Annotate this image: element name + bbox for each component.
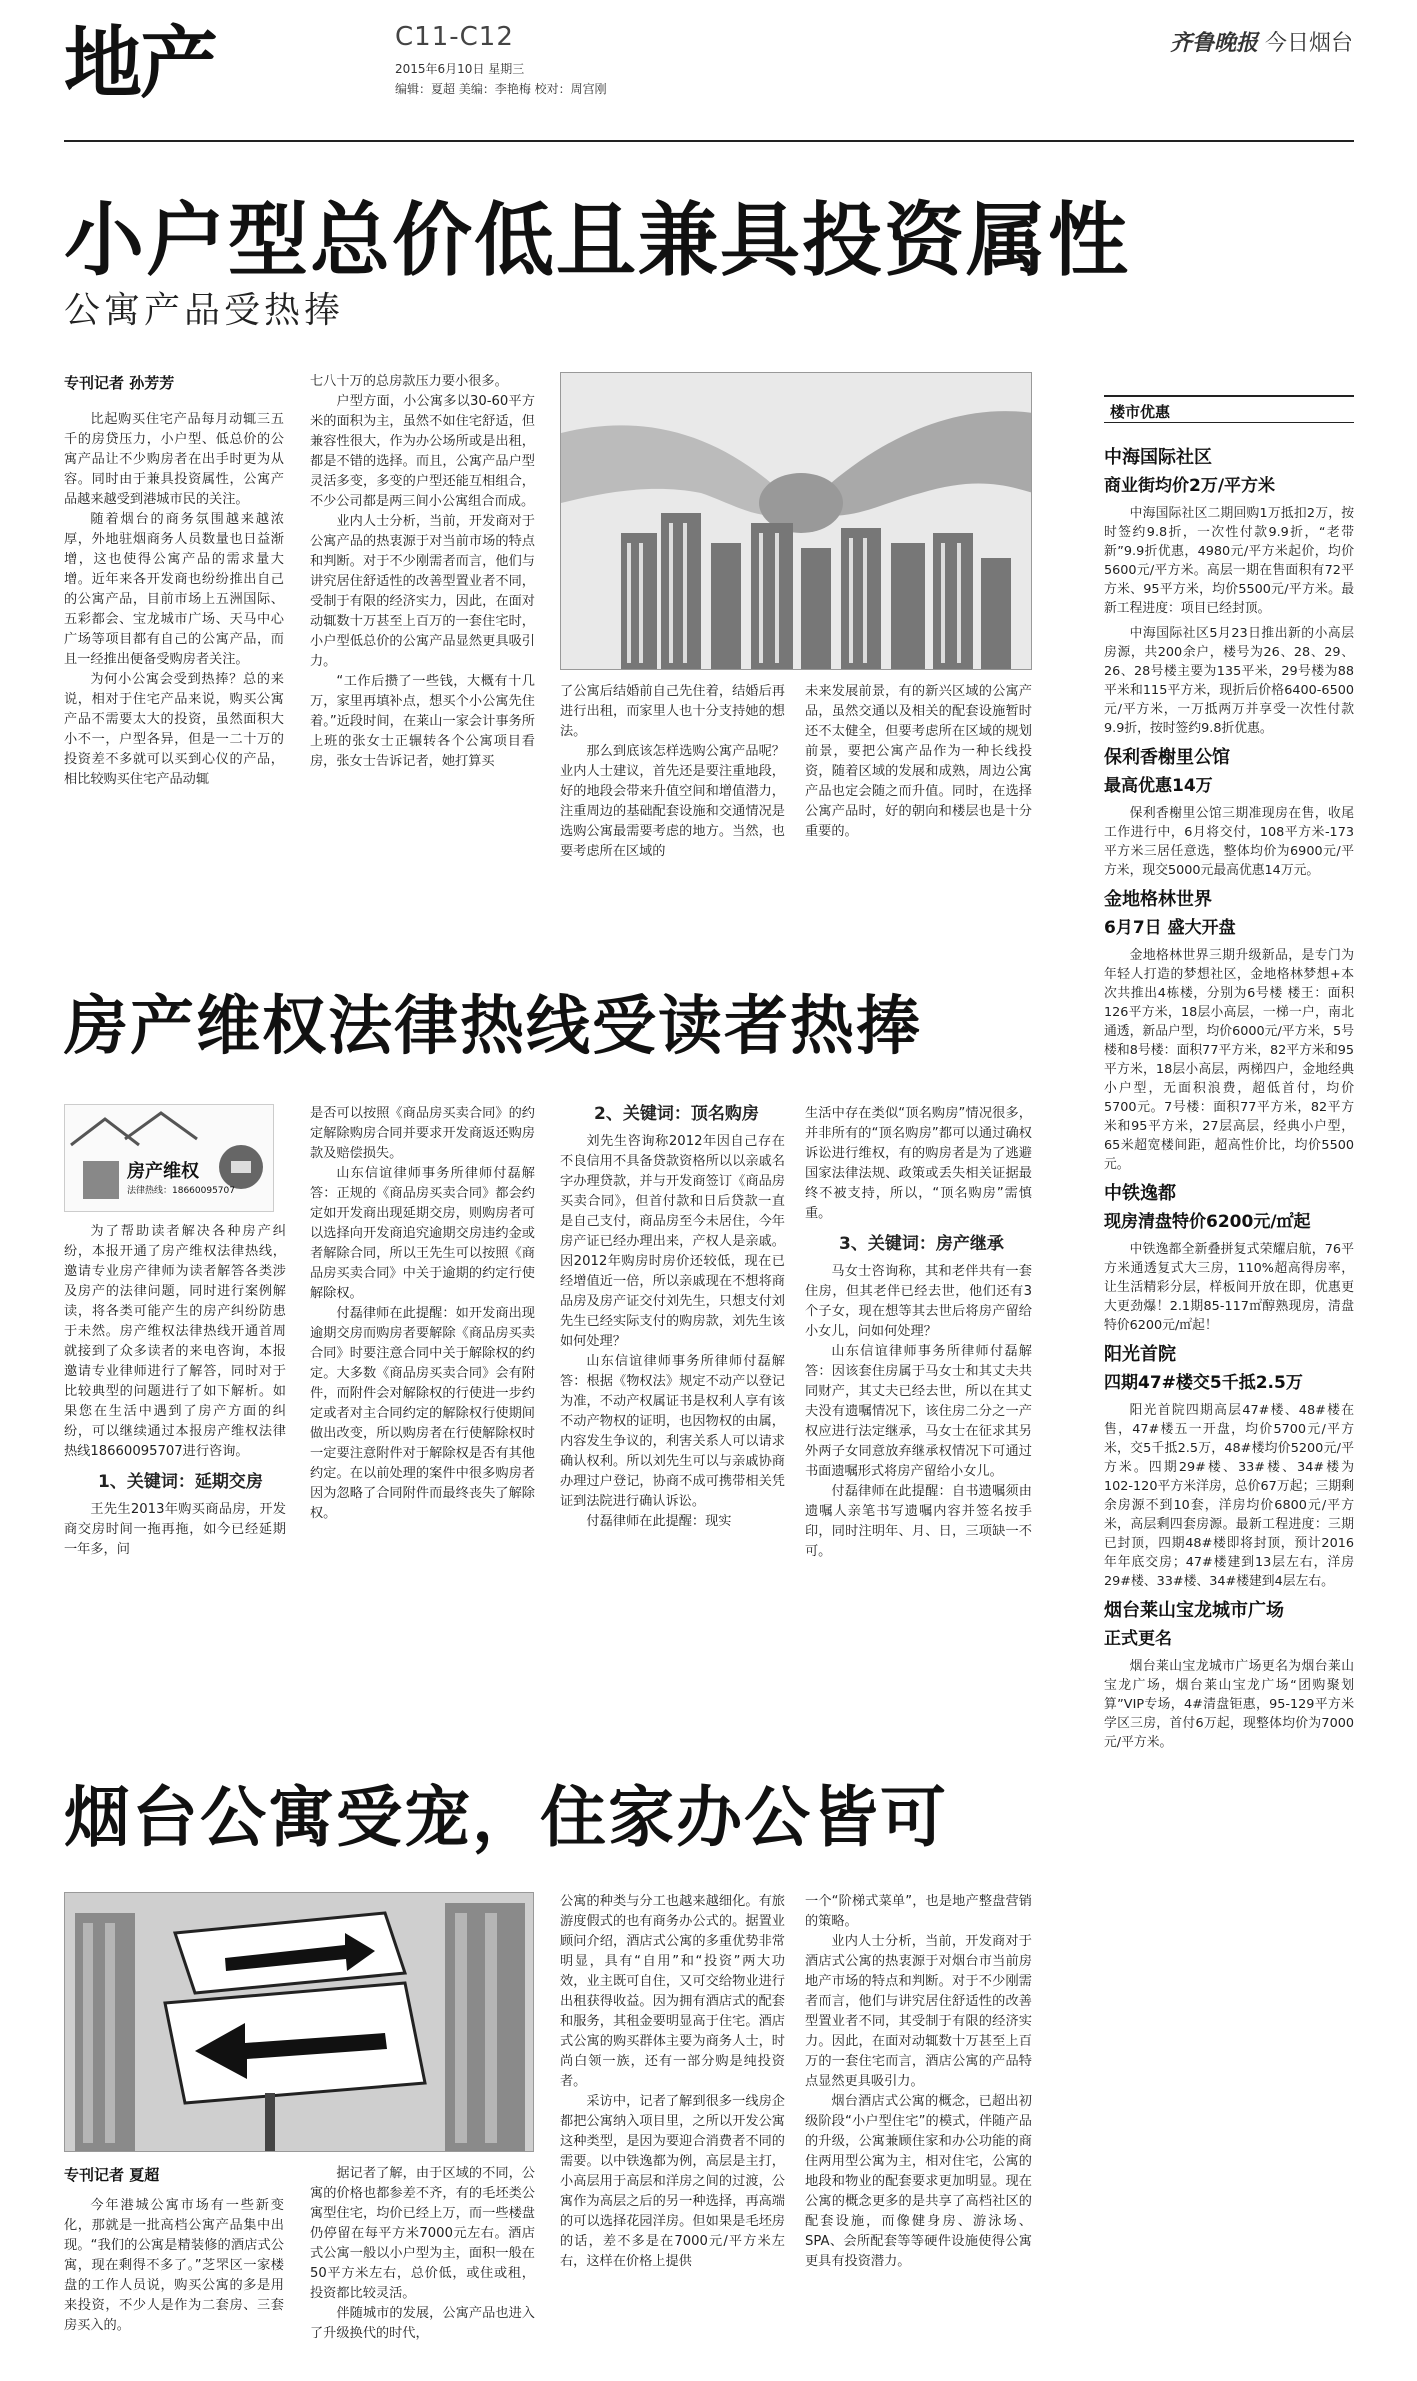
article3-col4 (805, 1892, 1032, 2371)
sidebar-item-title: 中海国际社区 (1104, 447, 1212, 468)
paragraph: 户型方面，小公寓多以30-60平方米的面积为主，虽然不如住宅舒适，但兼容性很大，作为办公场所或是出租，都是不错的选择。而且，公寓产品户型灵活多变，多变的户型还能互相组合，不少公司都是两三间小公寓组合而成。 (310, 394, 535, 509)
logo-hotline: 法律热线：18660095707 (127, 1186, 235, 1196)
article2-col4 (805, 1104, 1032, 1724)
paragraph: 据记者了解，由于区域的不同，公寓的价格也都参差不齐，有的毛坯类公寓型住宅，均价已经上万，而一些楼盘仍停留在每平方米7000元左右。酒店式公寓一般以小户型为主，面积一般在50平方米左右，总价低，或住或租，投资都比较灵活。 (310, 2166, 535, 2301)
sidebar-item-sub: 四期47#楼交5千抵2.5万 (1104, 1373, 1303, 1393)
paragraph: 付磊律师在此提醒：如开发商出现逾期交房而购房者要解除《商品房买卖合同》时要注意合同中关于解除权的约定。大多数《商品房买卖合同》会有附件，而附件会对解除权的行使进一步约定或者对主合同约定的解除权行使期间做出改变，所以购房者在行使解除权时一定要注意附件对于解除权是否有其他约定。在以前处理的案件中很多购房者因为忽略了合同附件而最终丧失了解除权。 (310, 1306, 535, 1521)
article1-photo (560, 372, 1032, 670)
paragraph: 采访中，记者了解到很多一线房企都把公寓纳入项目里，之所以开发公寓这种类型，是因为要迎合消费者不同的需要。以中铁逸都为例，高层是主打，小高层用于高层和洋房之间的过渡，公寓作为高层之后的另一种选择，再高端的可以选择花园洋房。但如果是毛坯房的话，差不多是在7000元/平方米左右，这样在价格上提供 (560, 2094, 785, 2269)
paragraph: 是否可以按照《商品房买卖合同》的约定解除购房合同并要求开发商返还购房款及赔偿损失。 (310, 1106, 535, 1161)
sidebar-item (1104, 444, 1354, 738)
direction-signs-illustration (65, 1893, 534, 2152)
article3-col1 (64, 2196, 284, 2371)
paragraph: 业内人士分析，当前，开发商对于公寓产品的热衷源于对当前市场的特点和判断。对于不少刚需者而言，他们与讲究居住舒适性的改善型置业者不同，受制于有限的经济实力，因此，在面对动辄数十万甚至上百万的一套住宅时，小户型低总价的公寓产品显然更具吸引力。 (310, 514, 535, 669)
article1-col1 (64, 410, 284, 900)
paragraph: 业内人士分析，当前，开发商对于酒店式公寓的热衷源于对烟台市当前房地产市场的特点和判断。对于不少刚需者而言，他们与讲究居住舒适性的改善型置业者不同，其受制于有限的经济实力。因此，在面对动辄数十万甚至上百万的一套住宅而言，酒店公寓的产品特点显然更具吸引力。 (805, 1934, 1032, 2089)
sidebar-item-body: 阳光首院四期高层47#楼、48#楼在售，47#楼五一开盘，均价5700元/平方米，交5千抵2.5万，48#楼均价5200元/平方米。四期29#楼、33#楼、34#楼为102-120平方米洋房，总价67万起；三期剩余房源不到10套，洋房均价6800元/平方米，高层剩四套房源。最新工程进度：三期已封顶，四期48#楼即将封顶，预计2016年年底交房；47#楼建到13层左右，洋房29#楼、33#楼、34#楼建到4层左右。 (1104, 1403, 1354, 1589)
sidebar-item-title: 烟台莱山宝龙城市广场 (1104, 1600, 1284, 1621)
sidebar-item-title: 中铁逸都 (1104, 1183, 1176, 1204)
issue-date: 2015年6月10日 星期三 (395, 62, 525, 76)
paragraph: 山东信谊律师事务所律师付磊解答：根据《物权法》规定不动产以登记为准，不动产权属证书是权利人享有该不动产物权的证明，也因物权的由属，内容发生争议的，利害关系人可以请求确认权利。所以刘先生可以与亲戚协商办理过户登记，协商不成可携带相关凭证到法院进行确认诉讼。 (560, 1354, 785, 1509)
sidebar-item-title: 金地格林世界 (1104, 889, 1212, 910)
article3-byline: 专刊记者 夏超 (64, 2166, 160, 2184)
paragraph: 那么到底该怎样选购公寓产品呢？业内人士建议，首先还是要注重地段，好的地段会带来升值空间和增值潜力，注重周边的基础配套设施和交通情况是选购公寓最需要考虑的地方。当然，也要考虑所在区域的 (560, 744, 785, 859)
sidebar-item (1104, 744, 1354, 880)
masthead-rule (64, 140, 1354, 142)
sidebar-item-title: 保利香榭里公馆 (1104, 747, 1230, 768)
article1-headline: 小户型总价低且兼具投资属性 (64, 194, 1130, 287)
hands-buildings-illustration (561, 373, 1032, 670)
paragraph: 伴随城市的发展，公寓产品也进入了升级换代的时代， (310, 2306, 535, 2341)
paragraph: 烟台酒店式公寓的概念，已超出初级阶段“小户型住宅”的模式，伴随产品的升级，公寓兼顾住家和办公功能的商住两用型公寓为主，相对住宅，公寓的地段和物业的配套要求更加明显。现在公寓的概念更多的是共享了高档社区的配套设施，而像健身房、游泳场、SPA、会所配套等等硬件设施使得公寓更具有投资潜力。 (805, 2094, 1032, 2269)
sidebar-item-body: 中铁逸都全新叠拼复式荣耀启航，76平方米通透复式大三房，110%超高得房率，让生活精彩分层，样板间开放在即，优惠更大更劲爆！2.1期85-117㎡醇熟现房，清盘特价6200元/㎡起！ (1104, 1242, 1354, 1333)
sidebar-item-body: 中海国际社区二期回购1万抵扣2万，按时签约9.8折，一次性付款9.9折，“老带新”9.9折优惠，4980元/平方米起价，均价5600元/平方米。高层一期在售面积有72平方米、95平方米，均价5500元/平方米。最新工程进度：项目已经封顶。 (1104, 506, 1354, 616)
subhead-inheritance: 3、关键词：房产继承 (839, 1234, 1004, 1254)
paragraph: 王先生2013年购买商品房，开发商交房时间一拖再拖，如今已经延期一年多，问 (64, 1502, 286, 1557)
sidebar-item-sub: 正式更名 (1104, 1629, 1172, 1649)
paragraph: 山东信谊律师事务所律师付磊解答：因该套住房属于马女士和其丈夫共同财产，其丈夫已经去世，所以在其丈夫没有遗嘱情况下，该住房二分之一产权应进行法定继承，马女士在征求其另外两子女同意放弃继承权情况下可通过书面遗嘱形式将房产留给小女儿。 (805, 1344, 1032, 1479)
sidebar-item-body: 金地格林世界三期升级新品，是专门为年轻人打造的梦想社区，金地格林梦想+本次共推出4栋楼，分别为6号楼 楼王：面积126平方米，18层小高层，一梯一户，南北通透，新品户型，均价6000元/平方米，5号楼和8号楼：面积77平方米，82平方米和95平方米，18层小高层，两梯四户，金地经典小户型，无面积浪费，超低首付，均价5700元。7号楼：面积77平方米，82平方米和95平方米，27层高层，经典小户型，65米超宽楼间距，超高性价比，均价5500元。 (1104, 948, 1354, 1172)
article2-col3 (560, 1104, 785, 1724)
legal-hotline-logo (64, 1104, 274, 1212)
edition-name: 今日烟台 (1264, 31, 1353, 56)
page-numbers: C11-C12 (395, 22, 514, 52)
sidebar-item-body: 中海国际社区5月23日推出新的小高层房源，共200余户，楼号为26、28、29、26、28号楼主要为135平米，29号楼为88平米和115平方米，现折后价格6400-6500元/平方米，一万抵两万并享受一次性付款9.9折，按时签约9.8折优惠。 (1104, 626, 1354, 736)
sidebar-header: 楼市优惠 (1104, 395, 1354, 423)
sidebar-item-body: 烟台莱山宝龙城市广场更名为烟台莱山宝龙广场，烟台莱山宝龙广场“团购聚划算”VIP专场，4#清盘钜惠，95-129平方米学区三房，首付6万起，现整体均价为7000元/平方米。 (1104, 1659, 1354, 1750)
sidebar-item (1104, 1341, 1354, 1591)
sidebar-item-sub: 6月7日 盛大开盘 (1104, 918, 1236, 938)
article2-col1 (64, 1222, 286, 1722)
paragraph: 为了帮助读者解决各种房产纠纷，本报开通了房产维权法律热线，邀请专业房产律师为读者解答各类涉及房产的法律问题，同时进行案例解读，将各类可能产生的房产纠纷防患于未然。房产维权法律热线开通首周就接到了众多读者的来电咨询，本报邀请专业律师进行了解答，同时对于比较典型的问题进行了如下解析。如果您在生活中遇到了房产方面的纠纷，可以继续通过本报房产维权法律热线18660095707进行咨询。 (64, 1224, 286, 1459)
paragraph: 马女士咨询称，其和老伴共有一套住房，但其老伴已经去世，他们还有3个子女，现在想等其去世后将房产留给小女儿，问如何处理？ (805, 1264, 1032, 1339)
article1-byline: 专刊记者 孙芳芳 (64, 374, 175, 392)
sidebar-item-sub: 现房清盘特价6200元/㎡起 (1104, 1212, 1311, 1232)
paragraph: 今年港城公寓市场有一些新变化，那就是一批高档公寓产品集中出现。“我们的公寓是精装修的酒店式公寓，现在剩得不多了。”芝罘区一家楼盘的工作人员说，购买公寓的多是用来投资，不少人是作为二套房、三套房买入的。 (64, 2198, 284, 2333)
paper-name (1170, 26, 1353, 57)
article3-col3 (560, 1892, 785, 2371)
paragraph: 付磊律师在此提醒：现实 (586, 1514, 732, 1529)
paragraph: “工作后攒了一些钱，大概有十几万，家里再填补点，想买个小公寓先住着。”近段时间，在莱山一家会计事务所上班的张女士正辗转各个公寓项目看房，张女士告诉记者，她打算买 (310, 674, 535, 769)
article3-headline: 烟台公寓受宠，住家办公皆可 (64, 1779, 948, 1856)
sidebar-item-body: 保利香榭里公馆三期准现房在售，收尾工作进行中，6月将交付，108平方米-173平方米三居任意选，整体均价为6900元/平方米，现交5000元最高优惠14万元。 (1104, 806, 1354, 878)
article1-col4 (805, 682, 1032, 902)
section-logo (64, 14, 319, 114)
section-title: 地产 (64, 18, 217, 109)
subhead-delay: 1、关键词：延期交房 (98, 1472, 263, 1492)
paragraph: 一个“阶梯式菜单”，也是地产整盘营销的策略。 (805, 1894, 1032, 1929)
article2-headline: 房产维权法律热线受读者热捧 (64, 990, 922, 1064)
paragraph: 了公寓后结婚前自己先住着，结婚后再进行出租，而家里人也十分支持她的想法。 (560, 684, 785, 739)
logo-title: 房产维权 (127, 1161, 199, 1182)
sidebar-item (1104, 1180, 1354, 1335)
paragraph: 山东信谊律师事务所律师付磊解答：正规的《商品房买卖合同》都会约定如开发商出现延期交房，则购房者可以选择向开发商追究逾期交房违约金或者解除合同，所以王先生可以按照《商品房买卖合同》中关于逾期的约定行使解除权。 (310, 1166, 535, 1301)
paragraph: 七八十万的总房款压力要小很多。 (310, 374, 508, 389)
article1-subheadline: 公寓产品受热捧 (64, 290, 345, 331)
article3-col2 (310, 2164, 535, 2371)
paragraph: 随着烟台的商务氛围越来越浓厚，外地驻烟商务人员数量也日益渐增，这也使得公寓产品的需求量大增。近年来各开发商也纷纷推出自己的公寓产品，目前市场上五洲国际、五彩都会、宝龙城市广场、天马中心广场等项目都有自己的公寓产品，而且一经推出便备受购房者关注。 (64, 512, 284, 667)
article2-col2 (310, 1104, 535, 1724)
paragraph: 刘先生咨询称2012年因自己存在不良信用不具备贷款资格所以以亲戚名字办理贷款，并与开发商签订《商品房买卖合同》，但首付款和日后贷款一直是自己支付，商品房至今未居住，今年房产证已经办理出来，产权人是亲戚。因2012年购房时房价还较低，现在已经增值近一倍，所以亲戚现在不想将商品房及房产证交付刘先生，只想支付刘先生已经实际支付的购房款，刘先生该如何处理？ (560, 1134, 785, 1349)
article3-photo (64, 1892, 534, 2152)
paragraph: 付磊律师在此提醒：自书遗嘱须由遗嘱人亲笔书写遗嘱内容并签名按手印，同时注明年、月、日，三项缺一不可。 (805, 1484, 1032, 1559)
sidebar (1104, 438, 1354, 2368)
sidebar-item-sub: 商业街均价2万/平方米 (1104, 476, 1276, 496)
article1-col2 (310, 372, 535, 902)
paper-logo: 齐鲁晚报 (1169, 30, 1258, 56)
article1-col3 (560, 682, 785, 902)
paragraph: 公寓的种类与分工也越来越细化。有旅游度假式的也有商务办公式的。据置业顾问介绍，酒店式公寓的多重优势非常明显，具有“自用”和“投资”两大功效，业主既可自住，又可交给物业进行出租获得收益。因为拥有酒店式的配套和服务，其租金要明显高于住宅。酒店式公寓的购买群体主要为商务人士，时尚白领一族，还有一部分购是纯投资者。 (560, 1894, 785, 2089)
subhead-proxy-purchase: 2、关键词：顶名购房 (594, 1104, 759, 1124)
paragraph: 比起购买住宅产品每月动辄三五千的房贷压力，小户型、低总价的公寓产品让不少购房者在出手时更为从容。同时由于兼具投资属性，公寓产品越来越受到港城市民的关注。 (64, 412, 284, 507)
sidebar-item (1104, 1597, 1354, 1752)
paragraph: 为何小公寓会受到热捧？总的来说，相对于住宅产品来说，购买公寓产品不需要太大的投资，虽然面积大小不一，户型各异，但是一二十万的投资差不多就可以买到心仪的产品，相比较购买住宅产品动辄 (64, 672, 284, 787)
sidebar-item (1104, 886, 1354, 1174)
sidebar-item-sub: 最高优惠14万 (1104, 776, 1213, 796)
paragraph: 未来发展前景，有的新兴区域的公寓产品，虽然交通以及相关的配套设施暂时还不太健全，但要考虑所在区域的规划前景，要把公寓产品作为一种长线投资，随着区域的发展和成熟，周边公寓产品也定会随之而升值。同时，在选择公寓产品时，好的朝向和楼层也是十分重要的。 (805, 684, 1032, 839)
sidebar-item-title: 阳光首院 (1104, 1344, 1176, 1365)
editor-credits: 编辑：夏超 美编：李艳梅 校对：周宫刚 (395, 82, 607, 96)
paragraph: 生活中存在类似“顶名购房”情况很多，并非所有的“顶名购房”都可以通过确权诉讼进行维权，有的购房者是为了逃避国家法律法规、政策或丢失相关证据最终不被支持，所以，“顶名购房”需慎重。 (805, 1106, 1032, 1221)
